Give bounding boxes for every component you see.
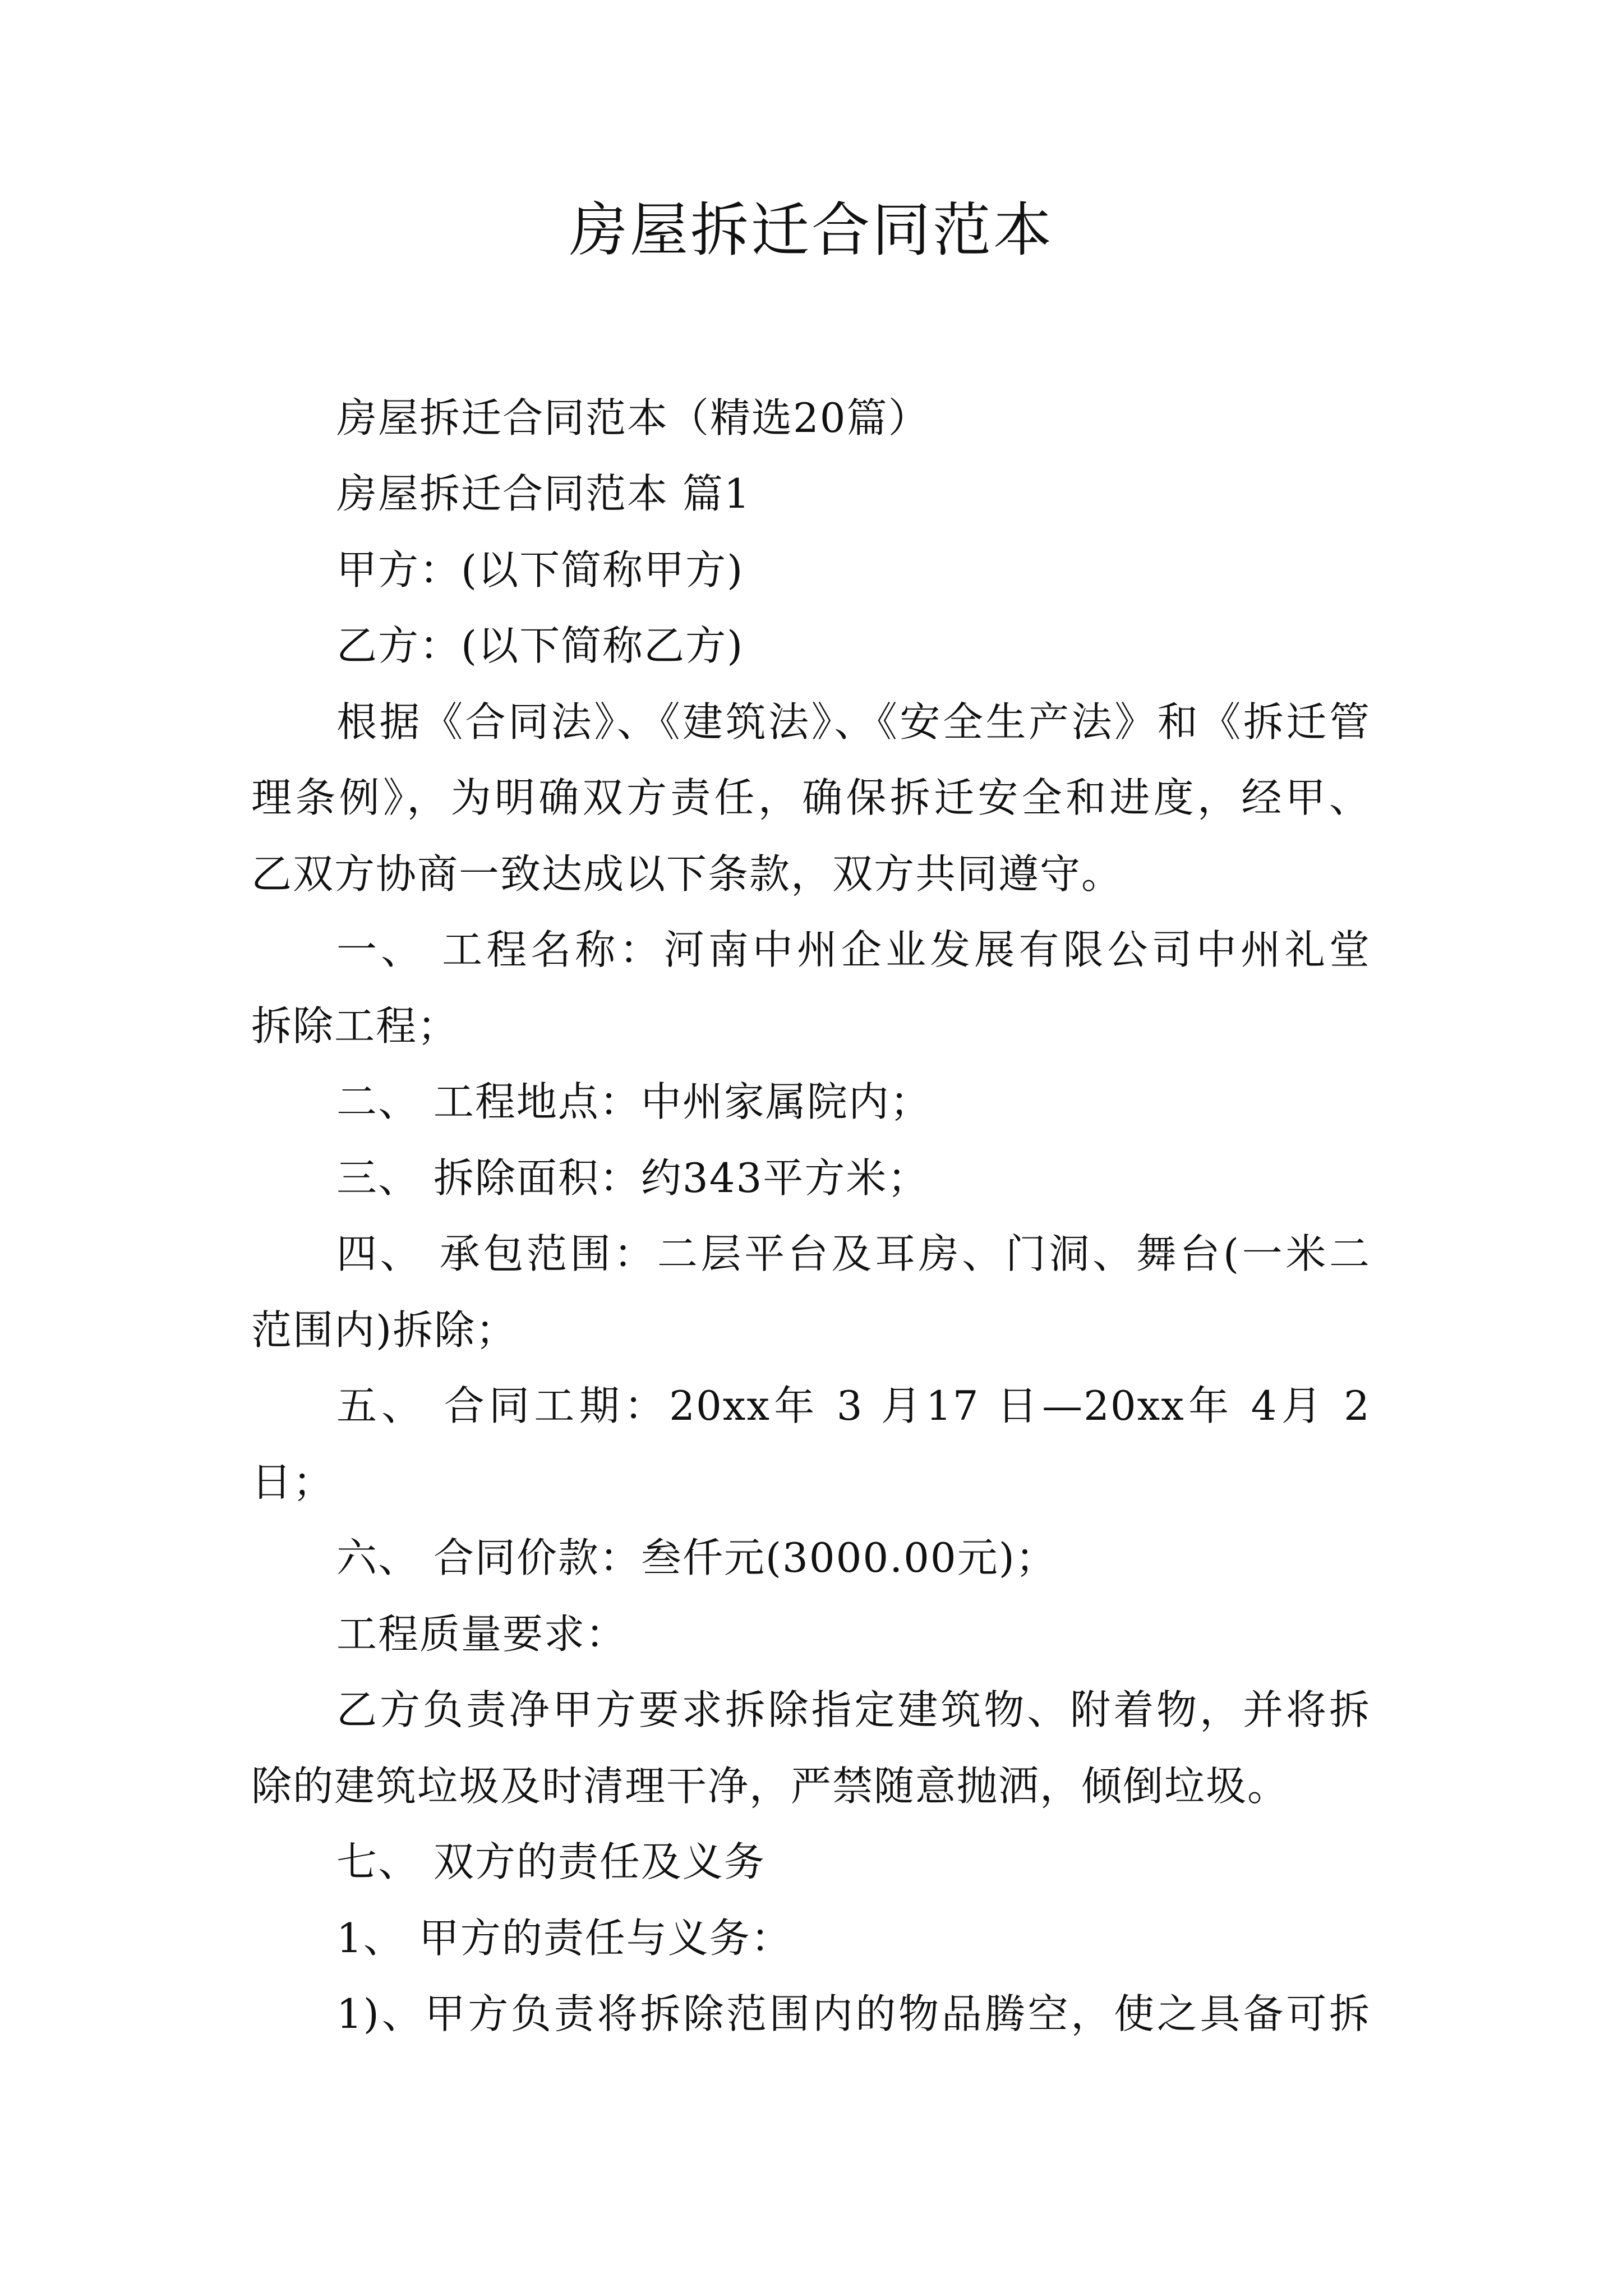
clause-line: 1、 甲方的责任与义务：: [336, 1915, 792, 1962]
clause-line: 范围内)拆除；: [251, 1306, 518, 1354]
paragraph-line: 根据《合同法》、《建筑法》、《安全生产法》和《拆迁管: [336, 698, 1371, 746]
party-a-line: 甲方：(以下简称甲方): [336, 546, 744, 593]
paragraph-line: 乙双方协商一致达成以下条款，双方共同遵守。: [251, 850, 1123, 898]
paragraph-line: 除的建筑垃圾及时清理干净，严禁随意抛洒，倾倒垃圾。: [251, 1763, 1289, 1810]
subtitle-line: 房屋拆迁合同范本（精选20篇）: [336, 394, 930, 441]
section-heading: 房屋拆迁合同范本 篇1: [336, 470, 751, 517]
clause-line: 拆除工程；: [251, 1002, 459, 1050]
clause-line: 1)、甲方负责将拆除范围内的物品腾空，使之具备可拆: [336, 1990, 1371, 2037]
clause-line: 工程质量要求：: [336, 1611, 628, 1658]
clause-line: 五、 合同工期：20xx年 3 月17 日—20xx年 4月 2: [336, 1382, 1371, 1429]
clause-line: 日；: [251, 1458, 335, 1506]
clause-line: 一、 工程名称：河南中州企业发展有限公司中州礼堂: [336, 926, 1371, 973]
paragraph-line: 乙方负责净甲方要求拆除指定建筑物、附着物，并将拆: [336, 1686, 1371, 1733]
clause-line: 二、 工程地点：中州家属院内；: [336, 1078, 932, 1125]
document-title: 房屋拆迁合同范本: [569, 196, 1054, 264]
party-b-line: 乙方：(以下简称乙方): [336, 622, 744, 669]
clause-line: 七、 双方的责任及义务: [336, 1838, 766, 1885]
clause-line: 六、 合同价款：叁仟元(3000.00元)；: [336, 1534, 1057, 1581]
clause-line: 三、 拆除面积：约343平方米；: [336, 1154, 929, 1202]
paragraph-line: 理条例》，为明确双方责任，确保拆迁安全和进度，经甲、: [251, 774, 1371, 821]
clause-line: 四、 承包范围：二层平台及耳房、门洞、舞台(一米二: [336, 1230, 1371, 1277]
